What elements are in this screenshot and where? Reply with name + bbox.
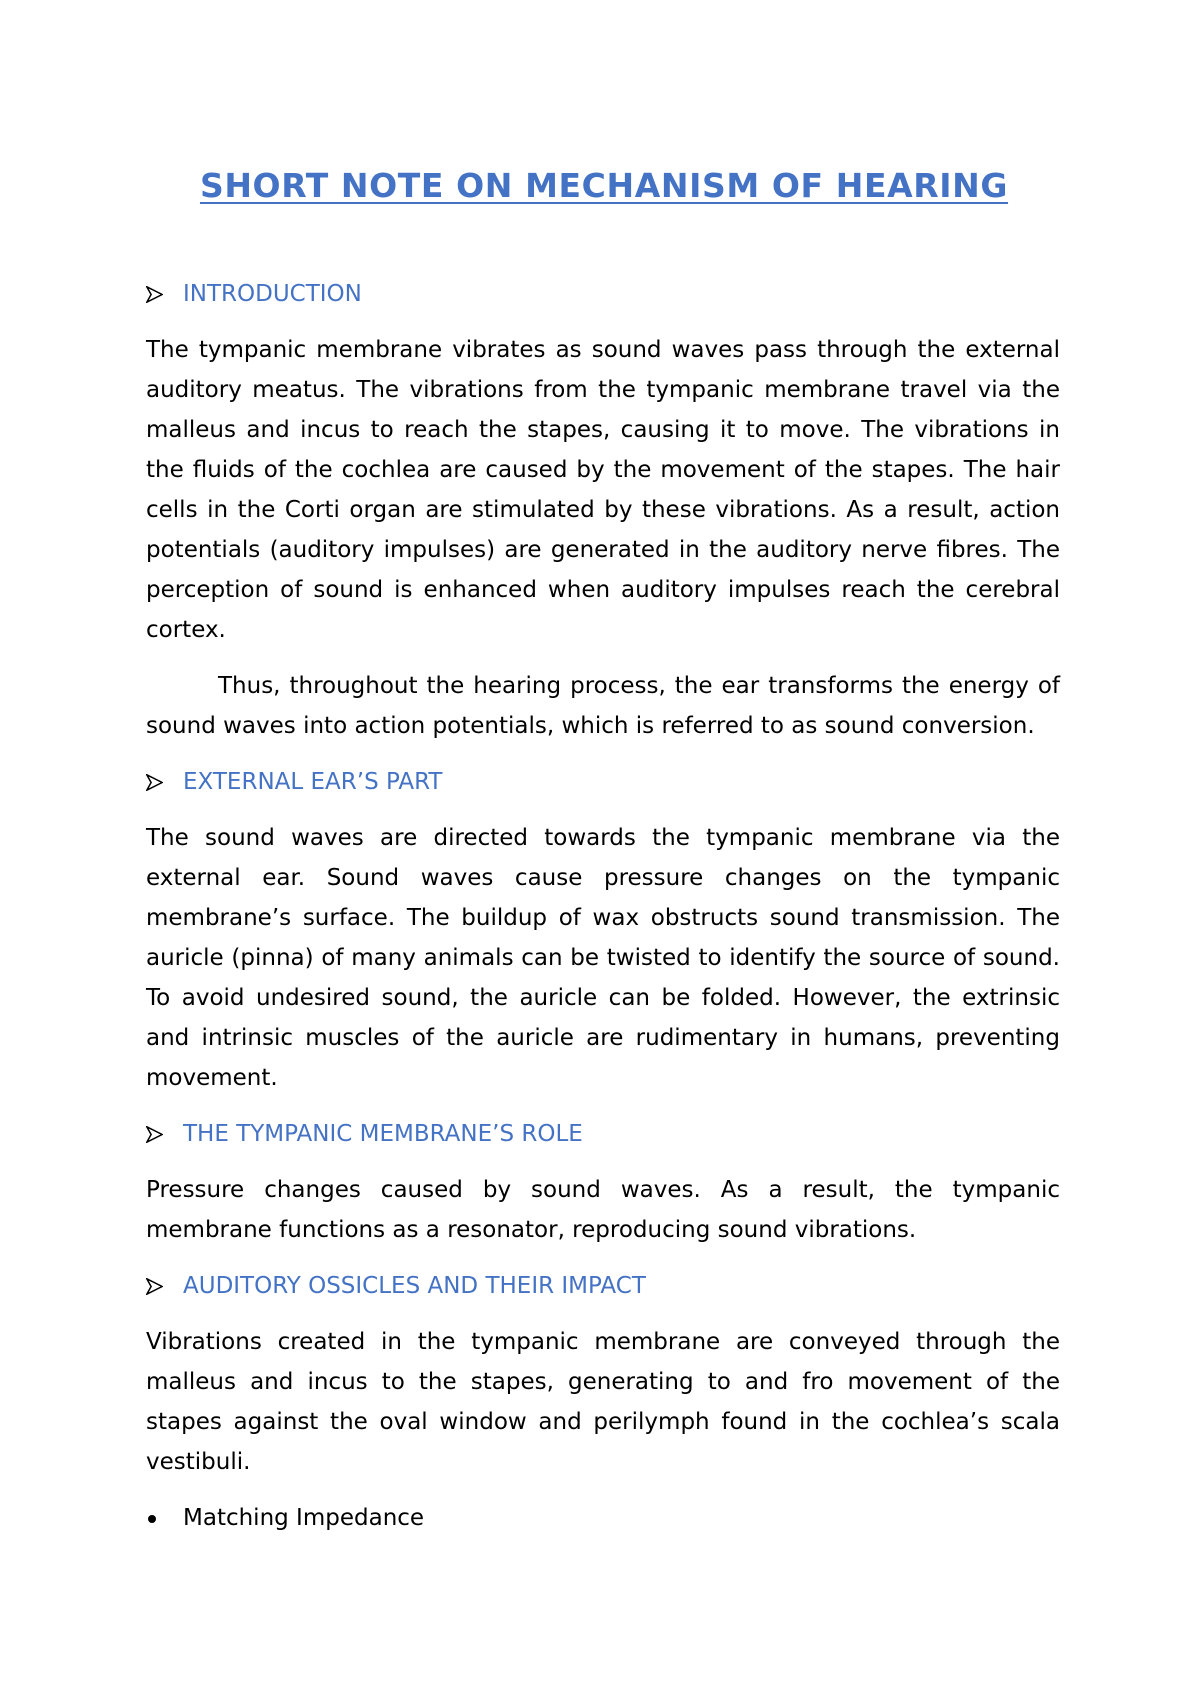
section-heading-external-ear: [146, 762, 1060, 802]
paragraph: The tympanic membrane vibrates as sound waves pass through the external auditory meatus. The vibrations from the tympanic membrane travel via the malleus and incus to reach the stapes, causing it to move. The vibrations in the fluids of the cochlea are caused by the movement of the stapes. The hair cells in the Corti organ are stimulated by these vibrations. As a result, action potentials (auditory impulses) are generated in the auditory nerve fibres. The perception of sound is enhanced when auditory impulses reach the cerebral cortex.: [146, 337, 1060, 643]
arrowhead-bullet-icon: [146, 1278, 163, 1295]
section-heading-label: INTRODUCTION: [183, 281, 362, 307]
paragraph: The sound waves are directed towards the tympanic membrane via the external ear. Sound waves cause pressure changes on the tympanic membrane’s surface. The buildup of wax obstructs sound transmission. The auricle (pinna) of many animals can be twisted to identify the source of sound. To avoid undesired sound, the auricle can be folded. However, the extrinsic and intrinsic muscles of the auricle are rudimentary in humans, preventing movement.: [146, 825, 1060, 1091]
arrowhead-bullet-icon: [146, 286, 163, 303]
section-heading-label: AUDITORY OSSICLES AND THEIR IMPACT: [183, 1273, 646, 1299]
section-heading-introduction: [146, 274, 1060, 314]
paragraph: Vibrations created in the tympanic membrane are conveyed through the malleus and incus to the stapes, generating to and fro movement of the stapes against the oval window and perilymph found in the cochlea’s scala vestibuli.: [146, 1329, 1060, 1475]
arrowhead-bullet-icon: [146, 1126, 163, 1143]
paragraph: Thus, throughout the hearing process, the ear transforms the energy of sound waves into action potentials, which is referred to as sound conversion.: [146, 673, 1060, 739]
section-heading-label: THE TYMPANIC MEMBRANE’S ROLE: [183, 1121, 583, 1147]
section-heading-tympanic-membrane: [146, 1114, 1060, 1154]
bullet-dot-icon: [148, 1515, 156, 1523]
paragraph: Pressure changes caused by sound waves. As a result, the tympanic membrane functions as a resonator, reproducing sound vibrations.: [146, 1177, 1060, 1243]
arrowhead-bullet-icon: [146, 774, 163, 791]
document-body: [146, 274, 1060, 1538]
list-item: [146, 1498, 1060, 1538]
section-heading-auditory-ossicles: [146, 1266, 1060, 1306]
list-item-label: Matching Impedance: [183, 1505, 425, 1531]
section-heading-label: EXTERNAL EAR’S PART: [183, 769, 443, 795]
document-title: SHORT NOTE ON MECHANISM OF HEARING: [199, 166, 1009, 205]
